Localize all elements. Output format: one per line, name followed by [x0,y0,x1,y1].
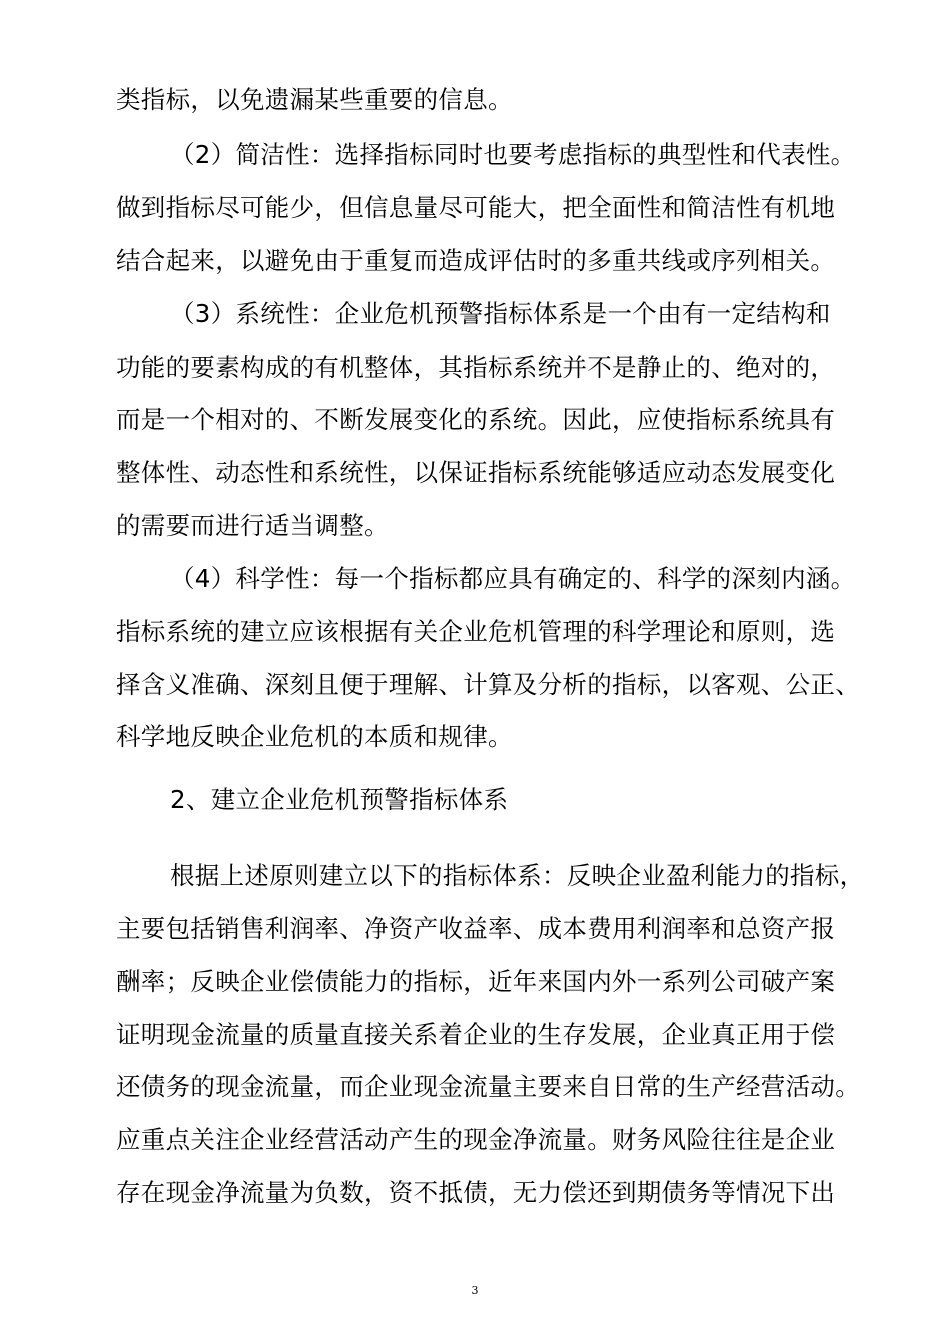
text-line: 还债务的现金流量，而企业现金流量主要来自日常的生产经营活动。 [116,1072,860,1101]
text-line: 证明现金流量的质量直接关系着企业的生存发展，企业真正用于偿 [116,1020,836,1049]
text-line: 择含义准确、深刻且便于理解、计算及分析的指标，以客观、公正、 [116,670,860,699]
text-line: 科学地反映企业危机的本质和规律。 [116,722,513,751]
page-number: 3 [471,1284,479,1297]
text-line: 指标系统的建立应该根据有关企业危机管理的科学理论和原则，选 [116,617,836,646]
text-line: 类指标，以免遗漏某些重要的信息。 [116,85,513,114]
text-line: 根据上述原则建立以下的指标体系：反映企业盈利能力的指标， [170,861,865,890]
text-line: （3）系统性：企业危机预警指标体系是一个由有一定结构和 [170,299,831,328]
text-line: 存在现金净流量为负数，资不抵债，无力偿还到期债务等情况下出 [116,1178,836,1207]
text-line: 的需要而进行适当调整。 [116,511,389,540]
text-line: 整体性、动态性和系统性，以保证指标系统能够适应动态发展变化 [116,458,836,487]
text-line: 主要包括销售利润率、净资产收益率、成本费用利润率和总资产报 [116,914,836,943]
text-line: （4）科学性：每一个指标都应具有确定的、科学的深刻内涵。 [170,564,856,593]
text-line: （2）简洁性：选择指标同时也要考虑指标的典型性和代表性。 [170,140,856,169]
text-line: 结合起来，以避免由于重复而造成评估时的多重共线或序列相关。 [116,246,836,275]
text-line: 而是一个相对的、不断发展变化的系统。因此，应使指标系统具有 [116,405,836,434]
text-line: 酬率；反映企业偿债能力的指标，近年来国内外一系列公司破产案 [116,967,836,996]
text-line: 应重点关注企业经营活动产生的现金净流量。财务风险往往是企业 [116,1125,836,1154]
text-line: 功能的要素构成的有机整体，其指标系统并不是静止的、绝对的， [116,353,836,382]
text-line: 做到指标尽可能少，但信息量尽可能大，把全面性和简洁性有机地 [116,193,836,222]
section-heading: 2、建立企业危机预警指标体系 [170,785,509,814]
